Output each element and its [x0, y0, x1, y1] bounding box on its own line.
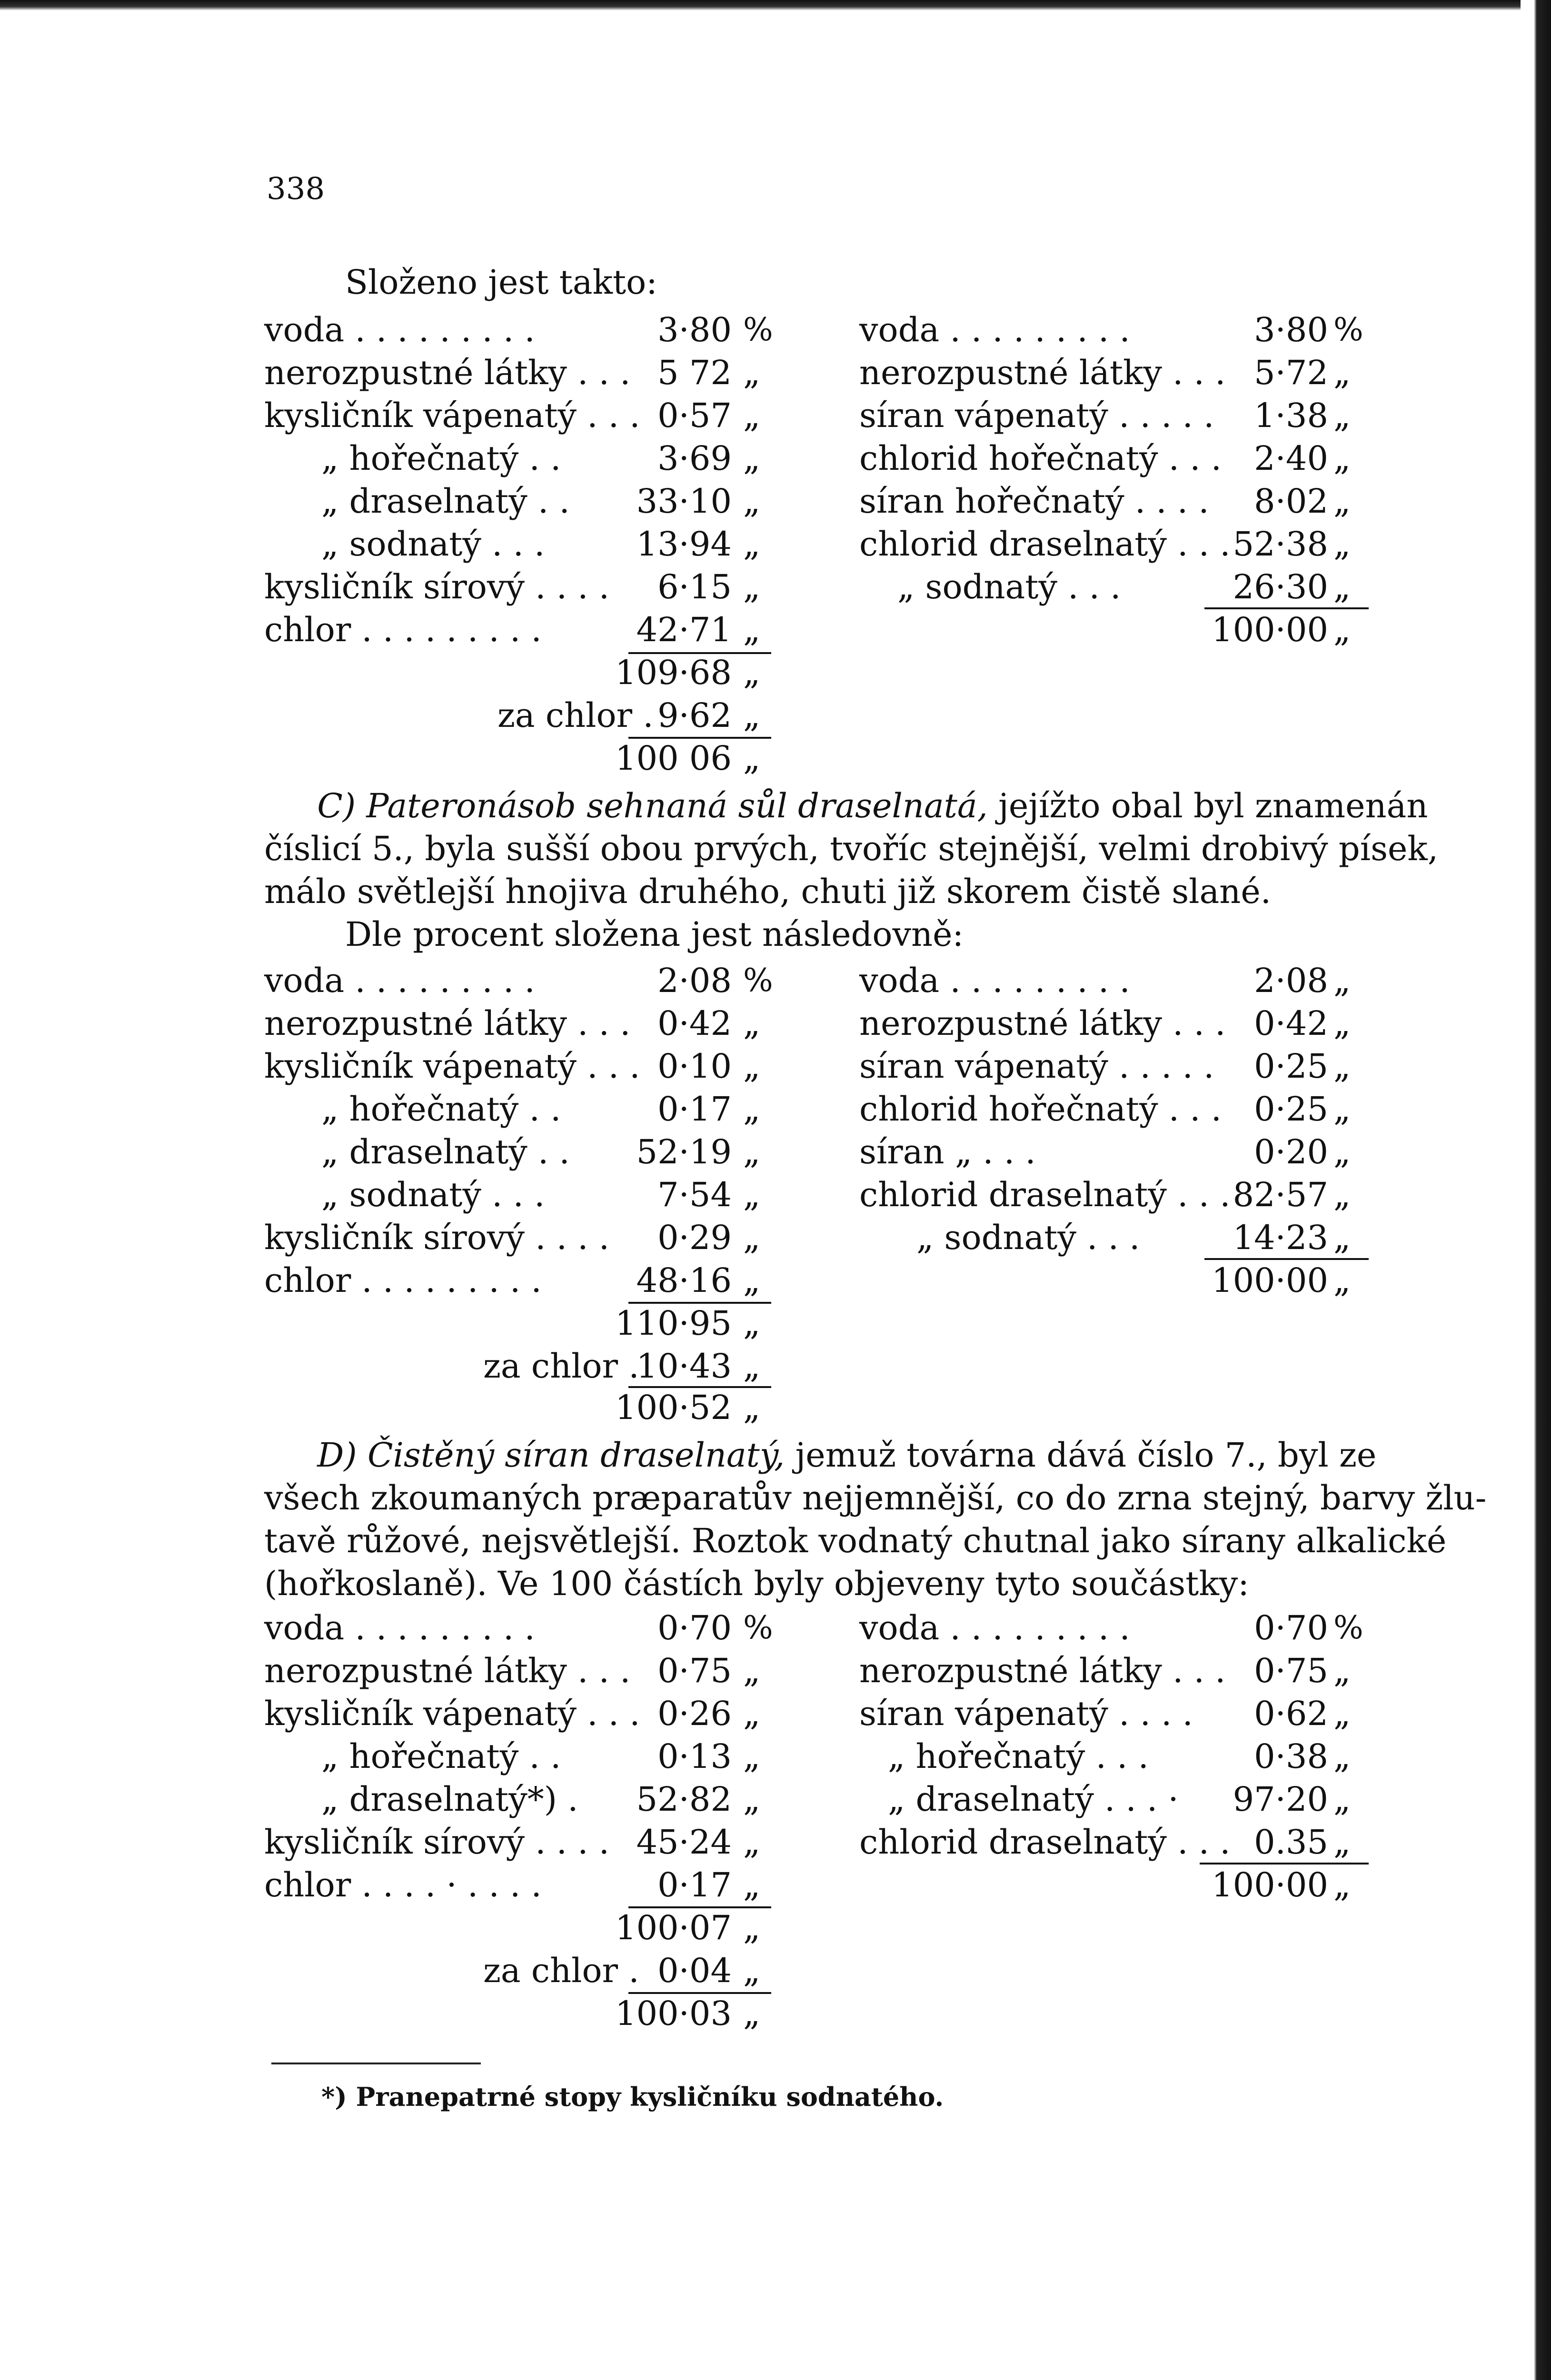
total-value: 100·52: [615, 1388, 732, 1427]
table-a-left-row: [264, 608, 793, 651]
table-d-left-row: [264, 1864, 793, 1906]
table-a-right-row: [859, 308, 1371, 351]
row-unit: „: [1333, 1047, 1351, 1086]
table-a-left-row: [264, 437, 793, 480]
row-unit: „: [1333, 1737, 1351, 1776]
row-label: síran hořečnatý . . . .: [859, 482, 1209, 521]
row-value: 5 72: [657, 353, 732, 392]
table-a-right-row: [859, 565, 1371, 608]
table-a-left-row: [264, 394, 793, 437]
table-a-left-row: [264, 565, 793, 608]
row-label: kysličník vápenatý . . .: [264, 1694, 640, 1733]
row-label: síran vápenatý . . . . .: [859, 1047, 1214, 1086]
row-unit: „: [1333, 482, 1351, 521]
row-label: voda . . . . . . . . .: [264, 310, 535, 349]
chlor-value: 9·62: [657, 696, 732, 735]
total-value: 100·03: [615, 1994, 732, 2033]
row-label: síran „ . . .: [859, 1132, 1036, 1171]
row-unit: „: [743, 439, 761, 478]
footnote: *) Pranepatrné stopy kysličníku sodnatého.: [321, 2082, 944, 2112]
page-number: 338: [267, 171, 325, 207]
row-label: „ hořečnatý . .: [321, 439, 561, 478]
row-unit: „: [1333, 1694, 1351, 1733]
paragraph-text: jejížto obal byl znamenán: [998, 786, 1428, 825]
table-c-right-row: [859, 1088, 1371, 1130]
row-unit: „: [743, 1090, 761, 1129]
row-label: nerozpustné látky . . .: [264, 1004, 631, 1043]
row-value: 6·15: [657, 567, 732, 606]
chlor-label: za chlor .: [483, 1951, 639, 1990]
total-unit: „: [1333, 1865, 1351, 1904]
sample-title-c: Pateronásob sehnaná sůl draselnatá,: [366, 786, 988, 825]
table-a-right-row: [859, 351, 1371, 394]
row-value: 13·94: [636, 525, 732, 564]
table-c-left-total: [264, 1386, 793, 1429]
row-unit: „: [743, 567, 761, 606]
subtotal-value: 109·68: [615, 653, 732, 692]
table-a-left-row: [264, 523, 793, 565]
total-value: 100·00: [1212, 1261, 1328, 1300]
table-a-left-row: [264, 308, 793, 351]
row-value: 0·20: [1254, 1132, 1328, 1171]
table-c-right-row: [859, 1002, 1371, 1045]
row-value: 97·20: [1233, 1780, 1328, 1819]
row-label: kysličník sírový . . . .: [264, 567, 610, 606]
row-unit: „: [1333, 567, 1351, 606]
row-label: „ draselnatý . . . ·: [888, 1780, 1179, 1819]
total-unit: „: [743, 1994, 761, 2033]
table-d-left-subtotal: [264, 1906, 793, 1949]
table-d-left-chlor: [264, 1949, 793, 1992]
row-unit: „: [743, 396, 761, 435]
table-c-left-row: [264, 1130, 793, 1173]
table-c-right-row: [859, 1173, 1371, 1216]
row-value: 3·80: [657, 310, 732, 349]
row-label: chlorid draselnatý . . .: [859, 525, 1231, 564]
row-unit: %: [743, 1609, 773, 1646]
row-label: „ sodnatý . . .: [321, 525, 545, 564]
table-a-left-subtotal: [264, 651, 793, 694]
table-a-left-row: [264, 480, 793, 523]
table-c-left-subtotal: [264, 1302, 793, 1345]
table-d-right-row: [859, 1735, 1371, 1778]
row-label: voda . . . . . . . . .: [264, 961, 535, 1000]
row-unit: „: [743, 1047, 761, 1086]
row-unit: „: [743, 1132, 761, 1171]
chlor-unit: „: [743, 696, 761, 735]
row-value: 2·08: [657, 961, 732, 1000]
row-value: 7·54: [657, 1175, 732, 1214]
chlor-value: 10·43: [636, 1347, 732, 1386]
subtotal-value: 100·07: [615, 1908, 732, 1947]
row-value: 8·02: [1254, 482, 1328, 521]
subtotal-value: 110·95: [615, 1304, 732, 1343]
row-value: 0·10: [657, 1047, 732, 1086]
row-value: 52·19: [636, 1132, 732, 1171]
row-label: nerozpustné látky . . .: [859, 353, 1226, 392]
paragraph-line: [264, 784, 1428, 827]
table-d-right-row: [859, 1778, 1371, 1821]
row-unit: „: [1333, 1132, 1351, 1171]
table-c-left-row: [264, 1216, 793, 1259]
scan-edge-right: [1521, 0, 1551, 2380]
table-d-left-row: [264, 1735, 793, 1778]
sample-title-d: Čistěný síran draselnatý,: [367, 1436, 785, 1475]
row-label: „ hořečnatý . .: [321, 1090, 561, 1129]
row-label: chlor . . . . . . . . .: [264, 610, 542, 649]
table-c-left-row: [264, 959, 793, 1002]
row-unit: „: [1333, 1090, 1351, 1129]
row-value: 3·80: [1254, 310, 1328, 349]
table-d-right-row: [859, 1606, 1371, 1649]
table-a-right-row: [859, 394, 1371, 437]
row-unit: „: [743, 1004, 761, 1043]
paragraph-line: Dle procent složena jest následovně:: [345, 915, 964, 954]
row-unit: „: [1333, 1218, 1351, 1257]
table-c-right-total: [859, 1259, 1371, 1302]
table-a-right-row: [859, 437, 1371, 480]
chlor-value: 0·04: [657, 1951, 732, 1990]
row-label: „ hořečnatý . . .: [888, 1737, 1149, 1776]
row-value: 52·38: [1233, 525, 1328, 564]
row-value: 0·17: [657, 1090, 732, 1129]
row-value: 2·40: [1254, 439, 1328, 478]
total-value: 100·00: [1212, 1865, 1328, 1904]
paragraph-text: jemuž továrna dává číslo 7., byl ze: [795, 1436, 1377, 1475]
row-label: síran vápenatý . . . .: [859, 1694, 1193, 1733]
row-label: nerozpustné látky . . .: [859, 1004, 1226, 1043]
row-value: 0·17: [657, 1865, 732, 1904]
row-value: 14·23: [1233, 1218, 1328, 1257]
table-c-right-row: [859, 1045, 1371, 1088]
table-c-right-row: [859, 1130, 1371, 1173]
row-label: „ draselnatý . .: [321, 1132, 570, 1171]
row-label: kysličník vápenatý . . .: [264, 1047, 640, 1086]
paragraph-line: číslicí 5., byla sušší obou prvých, tvoříc stejnější, velmi drobivý písek,: [264, 829, 1439, 868]
table-a-left-total: [264, 737, 793, 780]
paragraph-c: [264, 784, 1439, 956]
table-c-left-row: [264, 1045, 793, 1088]
paragraph-line: tavě růžové, nejsvětlejší. Roztok vodnatý chutnal jako sírany alkalické: [264, 1521, 1447, 1560]
row-unit: „: [743, 610, 761, 649]
row-label: kysličník sírový . . . .: [264, 1823, 610, 1862]
row-value: 0·25: [1254, 1047, 1328, 1086]
row-label: „ draselnatý . .: [321, 482, 570, 521]
chlor-unit: „: [743, 1951, 761, 1990]
footnote-rule: [271, 2063, 481, 2064]
table-d-left-total: [264, 1992, 793, 2035]
row-value: 0·70: [657, 1608, 732, 1647]
row-unit: „: [1333, 1175, 1351, 1214]
table-d-right-row: [859, 1821, 1371, 1864]
paragraph-line: [264, 1434, 1377, 1477]
row-value: 0·42: [657, 1004, 732, 1043]
table-d-right-total: [859, 1864, 1371, 1906]
row-value: 0·25: [1254, 1090, 1328, 1129]
row-unit: „: [743, 525, 761, 564]
row-label: chlorid draselnatý . . .: [859, 1175, 1231, 1214]
table-c-left-row: [264, 1259, 793, 1302]
row-value: 0·75: [657, 1651, 732, 1690]
row-unit: „: [1333, 1651, 1351, 1690]
row-unit: %: [1333, 311, 1363, 348]
row-value: 2·08: [1254, 961, 1328, 1000]
table-d-left-row: [264, 1692, 793, 1735]
table-a-left-chlor: [264, 694, 793, 737]
table-d-left-row: [264, 1778, 793, 1821]
row-value: 0·42: [1254, 1004, 1328, 1043]
row-value: 3·69: [657, 439, 732, 478]
table-d-left-row: [264, 1821, 793, 1864]
row-label: chlor . . . . · . . . .: [264, 1865, 542, 1904]
subtotal-unit: „: [743, 653, 761, 692]
table-c-left-row: [264, 1088, 793, 1130]
row-value: 33·10: [636, 482, 732, 521]
row-unit: %: [743, 962, 773, 999]
row-value: 0·38: [1254, 1737, 1328, 1776]
row-unit: „: [743, 1261, 761, 1300]
row-label: „ sodnatý . . .: [897, 567, 1121, 606]
row-unit: „: [1333, 439, 1351, 478]
total-value: 100 06: [615, 739, 732, 778]
table-c-left-row: [264, 1002, 793, 1045]
row-value: 0·29: [657, 1218, 732, 1257]
table-c-left-row: [264, 1173, 793, 1216]
row-unit: „: [743, 1865, 761, 1904]
row-value: 1·38: [1254, 396, 1328, 435]
row-unit: „: [743, 1175, 761, 1214]
row-unit: „: [743, 482, 761, 521]
row-unit: „: [743, 1823, 761, 1862]
total-unit: „: [1333, 610, 1351, 649]
row-label: nerozpustné látky . . .: [264, 1651, 631, 1690]
row-unit: „: [743, 1737, 761, 1776]
row-label: voda . . . . . . . . .: [859, 961, 1130, 1000]
table-c-right-row: [859, 1216, 1371, 1259]
paragraph-d: [264, 1434, 1487, 1605]
table-a-right-total: [859, 608, 1371, 651]
row-unit: „: [743, 353, 761, 392]
section-label-c: C): [317, 786, 356, 825]
chlor-label: za chlor .: [497, 696, 654, 735]
table-d-right-row: [859, 1649, 1371, 1692]
row-unit: „: [1333, 396, 1351, 435]
row-value: 5·72: [1254, 353, 1328, 392]
paragraph-line: všech zkoumaných præparatův nejjemnější, co do zrna stejný, barvy žlu-: [264, 1478, 1487, 1517]
row-unit: „: [1333, 1780, 1351, 1819]
paragraph-line: (hořkoslaně). Ve 100 částích byly objeveny tyto součástky:: [264, 1564, 1249, 1603]
row-label: chlorid draselnatý . . .: [859, 1823, 1231, 1862]
row-unit: „: [1333, 353, 1351, 392]
scan-edge-top: [0, 0, 1551, 10]
row-value: 0.35: [1254, 1823, 1328, 1862]
section-heading: Složeno jest takto:: [345, 263, 657, 302]
row-label: chlorid hořečnatý . . .: [859, 439, 1222, 478]
row-value: 0·13: [657, 1737, 732, 1776]
chlor-unit: „: [743, 1347, 761, 1386]
row-value: 45·24: [636, 1823, 732, 1862]
row-label: voda . . . . . . . . .: [859, 1608, 1130, 1647]
row-label: „ sodnatý . . .: [321, 1175, 545, 1214]
subtotal-unit: „: [743, 1304, 761, 1343]
row-label: kysličník sírový . . . .: [264, 1218, 610, 1257]
row-unit: „: [743, 1218, 761, 1257]
row-label: chlor . . . . . . . . .: [264, 1261, 542, 1300]
row-unit: „: [1333, 1823, 1351, 1862]
row-label: síran vápenatý . . . . .: [859, 396, 1214, 435]
row-label: nerozpustné látky . . .: [264, 353, 631, 392]
chlor-label: za chlor .: [483, 1347, 639, 1386]
row-label: voda . . . . . . . . .: [264, 1608, 535, 1647]
row-unit: „: [1333, 961, 1351, 1000]
row-value: 52·82: [636, 1780, 732, 1819]
subtotal-unit: „: [743, 1908, 761, 1947]
total-value: 100·00: [1212, 610, 1328, 649]
row-unit: „: [1333, 525, 1351, 564]
table-a-left-row: [264, 351, 793, 394]
total-unit: „: [1333, 1261, 1351, 1300]
row-unit: „: [743, 1780, 761, 1819]
row-label: „ hořečnatý . .: [321, 1737, 561, 1776]
row-label: nerozpustné látky . . .: [859, 1651, 1226, 1690]
row-unit: „: [1333, 1004, 1351, 1043]
row-label: chlorid hořečnatý . . .: [859, 1090, 1222, 1129]
row-value: 42·71: [636, 610, 732, 649]
table-d-left-row: [264, 1649, 793, 1692]
table-c-left-chlor: [264, 1345, 793, 1388]
row-unit: %: [1333, 1609, 1363, 1646]
row-value: 48·16: [636, 1261, 732, 1300]
table-d-left-row: [264, 1606, 793, 1649]
row-value: 0·26: [657, 1694, 732, 1733]
row-value: 0·62: [1254, 1694, 1328, 1733]
row-label: voda . . . . . . . . .: [859, 310, 1130, 349]
row-label: „ sodnatý . . .: [916, 1218, 1140, 1257]
total-unit: „: [743, 1388, 761, 1427]
row-unit: „: [743, 1651, 761, 1690]
row-label: „ draselnatý*) .: [321, 1780, 578, 1819]
table-a-right-row: [859, 480, 1371, 523]
total-unit: „: [743, 739, 761, 778]
row-unit: %: [743, 311, 773, 348]
row-value: 82·57: [1233, 1175, 1328, 1214]
row-value: 0·57: [657, 396, 732, 435]
paragraph-line: málo světlejší hnojiva druhého, chuti již skorem čistě slané.: [264, 872, 1272, 911]
row-unit: „: [743, 1694, 761, 1733]
row-value: 0·70: [1254, 1608, 1328, 1647]
table-d-right-row: [859, 1692, 1371, 1735]
row-label: kysličník vápenatý . . .: [264, 396, 640, 435]
section-label-d: D): [317, 1436, 357, 1475]
row-value: 26·30: [1233, 567, 1328, 606]
table-a-right-row: [859, 523, 1371, 565]
table-c-right-row: [859, 959, 1371, 1002]
row-value: 0·75: [1254, 1651, 1328, 1690]
